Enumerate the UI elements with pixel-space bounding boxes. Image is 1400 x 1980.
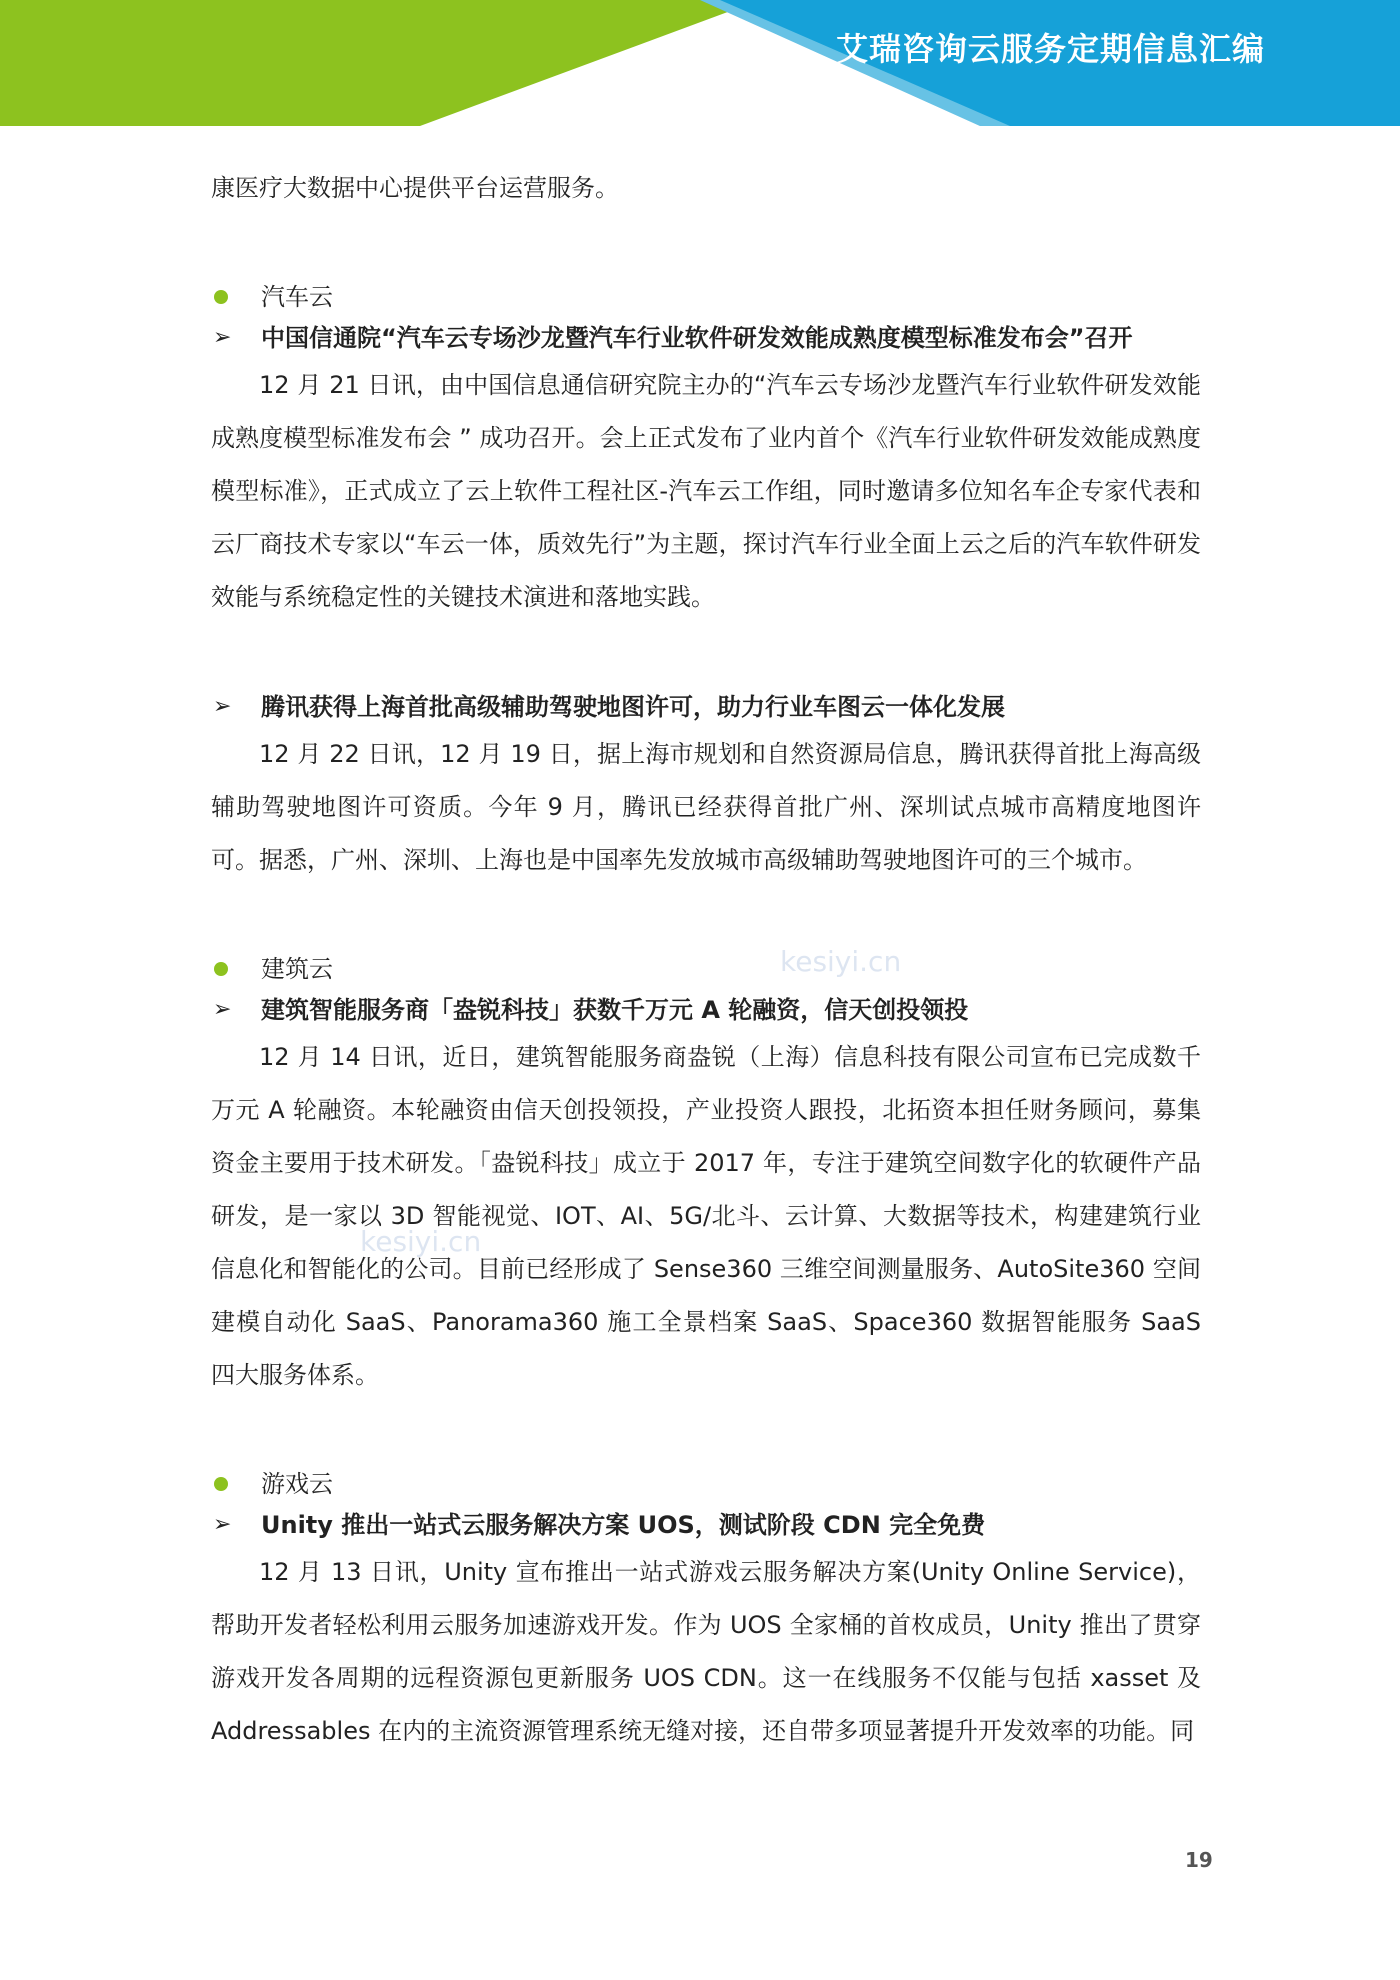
arrow-bullet-icon: ➢	[213, 997, 232, 1022]
article-body: 12 月 13 日讯，Unity 宣布推出一站式游戏云服务解决方案(Unity Online Service)，帮助开发者轻松利用云服务加速游戏开发。作为 UOS 全家桶的首枚成员，Unity 推出了贯穿游戏开发各周期的远程资源包更新服务 UOS CDN。这一在线服务不仅能与包括 xasset 及 Addressables 在内的主流资源管理系统无缝对接，还自带多项显著提升开发效率的功能。同	[211, 1558, 1201, 1745]
article-body: 12 月 22 日讯，12 月 19 日，据上海市规划和自然资源局信息，腾讯获得首批上海高级辅助驾驶地图许可资质。今年 9 月，腾讯已经获得首批广州、深圳试点城市高精度地图许可。据悉，广州、深圳、上海也是中国率先发放城市高级辅助驾驶地图许可的三个城市。	[211, 740, 1201, 874]
headline-text: 腾讯获得上海首批高级辅助驾驶地图许可，助力行业车图云一体化发展	[261, 693, 1005, 721]
page-header	[0, 0, 1400, 126]
article-headline	[211, 686, 1201, 728]
intro-paragraph: 康医疗大数据中心提供平台运营服务。	[211, 174, 619, 202]
arrow-bullet-icon: ➢	[213, 694, 232, 719]
section-heading-game-cloud	[211, 1464, 1201, 1504]
arrow-bullet-icon: ➢	[213, 325, 232, 350]
article-content	[211, 162, 1201, 1758]
headline-text: 中国信通院“汽车云专场沙龙暨汽车行业软件研发效能成熟度模型标准发布会”召开	[261, 324, 1133, 352]
green-bullet-icon	[214, 290, 228, 304]
article-body: 12 月 14 日讯，近日，建筑智能服务商盎锐（上海）信息科技有限公司宣布已完成数千万元 A 轮融资。本轮融资由信天创投领投，产业投资人跟投，北拓资本担任财务顾问，募集资金主要用于技术研发。「盎锐科技」成立于 2017 年，专注于建筑空间数字化的软硬件产品研发，是一家以 3D 智能视觉、IOT、AI、5G/北斗、云计算、大数据等技术，构建建筑行业信息化和智能化的公司。目前已经形成了 Sense360 三维空间测量服务、AutoSite360 空间建模自动化 SaaS、Panorama360 施工全景档案 SaaS、Space360 数据智能服务 SaaS 四大服务体系。	[211, 1043, 1201, 1389]
section-heading-auto-cloud	[211, 277, 1201, 317]
article-headline	[211, 1504, 1201, 1546]
headline-text: 建筑智能服务商「盎锐科技」获数千万元 A 轮融资，信天创投领投	[261, 996, 969, 1024]
article-body: 12 月 21 日讯，由中国信息通信研究院主办的“汽车云专场沙龙暨汽车行业软件研发效能成熟度模型标准发布会 ” 成功召开。会上正式发布了业内首个《汽车行业软件研发效能成熟度模型标准》，正式成立了云上软件工程社区-汽车云工作组，同时邀请多位知名车企专家代表和云厂商技术专家以“车云一体，质效先行”为主题，探讨汽车行业全面上云之后的汽车软件研发效能与系统稳定性的关键技术演进和落地实践。	[211, 371, 1201, 611]
section-category-label: 汽车云	[261, 283, 333, 311]
header-title: 艾瑞咨询云服务定期信息汇编	[835, 30, 1265, 68]
page-number: 19	[1185, 1848, 1213, 1872]
section-category-label: 建筑云	[261, 955, 333, 983]
green-bullet-icon	[214, 1477, 228, 1491]
headline-text: Unity 推出一站式云服务解决方案 UOS，测试阶段 CDN 完全免费	[261, 1511, 986, 1539]
section-heading-construction-cloud	[211, 949, 1201, 989]
article-headline	[211, 317, 1201, 359]
green-bullet-icon	[214, 962, 228, 976]
section-category-label: 游戏云	[261, 1470, 333, 1498]
article-headline	[211, 989, 1201, 1031]
arrow-bullet-icon: ➢	[213, 1512, 232, 1537]
watermark-logo: kesiyi.cn	[780, 945, 902, 978]
watermark-logo: kesiyi.cn	[360, 1225, 482, 1258]
